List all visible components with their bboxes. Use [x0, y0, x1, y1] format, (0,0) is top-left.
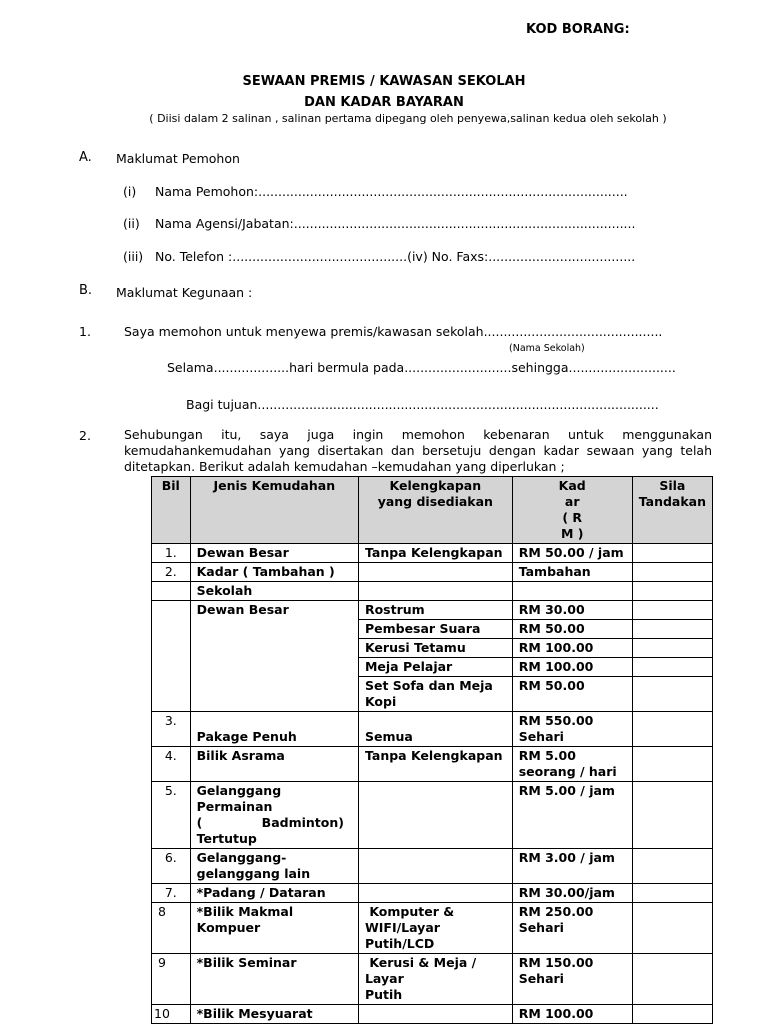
cell-bil [152, 582, 191, 601]
cell-kadar: RM 30.00 [512, 601, 632, 620]
section-a-heading: Maklumat Pemohon [116, 151, 240, 166]
cell-tick[interactable] [632, 903, 712, 954]
form-code-label: KOD BORANG: [526, 22, 630, 37]
cell-kelengkapan [358, 563, 512, 582]
page-subtitle: ( Diisi dalam 2 salinan , salinan pertama dipegang oleh penyewa,salinan kedua oleh sekolah ) [149, 112, 667, 125]
header-bil: Bil [152, 477, 191, 544]
cell-tick[interactable] [632, 620, 712, 639]
cell-jenis: *Bilik Mesyuarat [190, 1005, 358, 1024]
cell-kelengkapan: Semua [358, 712, 512, 747]
page-title-line1: SEWAAN PREMIS / KAWASAN SEKOLAH [242, 74, 526, 89]
cell-tick[interactable] [632, 747, 712, 782]
cell-kadar: Tambahan [512, 563, 632, 582]
item1-duration[interactable]: Selama...................hari bermula pada...........................sehingga........................... [167, 360, 676, 375]
cell-kelengkapan [358, 884, 512, 903]
cell-jenis: Gelanggang- gelanggang lain [190, 849, 358, 884]
item2-paragraph: Sehubungan itu, saya juga ingin memohon kebenaran untuk menggunakan kemudahankemudahan yang disertakan dan bersetuju dengan kadar sewaan yang telah ditetapkan. Berikut adalah kemudahan –kemudahan yang diperlukan ; [124, 427, 712, 474]
cell-kelengkapan: Set Sofa dan Meja Kopi [358, 677, 512, 712]
item1-number: 1. [79, 324, 91, 339]
table-row [152, 1005, 713, 1024]
cell-kadar: RM 550.00 Sehari [512, 712, 632, 747]
cell-tick[interactable] [632, 849, 712, 884]
table-row [152, 849, 713, 884]
cell-tick[interactable] [632, 1005, 712, 1024]
item1-school-note: (Nama Sekolah) [509, 343, 585, 354]
cell-jenis: Kadar ( Tambahan ) [190, 563, 358, 582]
facility-table [151, 476, 713, 1024]
item1-text[interactable]: Saya memohon untuk menyewa premis/kawasan sekolah............................................. [124, 324, 663, 339]
cell-bil: 5. [152, 782, 191, 849]
field-phone-fax[interactable]: No. Telefon :............................................(iv) No. Faxs:..................................... [155, 249, 636, 264]
cell-bil: 8 [152, 903, 191, 954]
cell-kadar: RM 50.00 / jam [512, 544, 632, 563]
cell-jenis: Dewan Besar [190, 601, 358, 712]
cell-jenis: Sekolah [190, 582, 358, 601]
cell-kelengkapan: Rostrum [358, 601, 512, 620]
cell-kadar: RM 30.00/jam [512, 884, 632, 903]
cell-jenis: *Padang / Dataran [190, 884, 358, 903]
cell-jenis: *Bilik Makmal Kompuer [190, 903, 358, 954]
cell-kadar: RM 100.00 [512, 658, 632, 677]
cell-kelengkapan: Meja Pelajar [358, 658, 512, 677]
cell-bil: 6. [152, 849, 191, 884]
table-row [152, 601, 713, 620]
cell-kadar: RM 50.00 [512, 620, 632, 639]
table-row [152, 582, 713, 601]
cell-tick[interactable] [632, 639, 712, 658]
table-row [152, 884, 713, 903]
header-kelengkapan: Kelengkapan yang disediakan [358, 477, 512, 544]
table-row [152, 903, 713, 954]
cell-jenis: Pakage Penuh [190, 712, 358, 747]
cell-kadar: RM 5.00 / jam [512, 782, 632, 849]
page-title-line2: DAN KADAR BAYARAN [304, 95, 464, 110]
cell-bil: 3. [152, 712, 191, 747]
cell-bil: 10 [152, 1005, 191, 1024]
header-kadar: Kad ar ( R M ) [512, 477, 632, 544]
cell-kadar [512, 582, 632, 601]
header-sila-tandakan: Sila Tandakan [632, 477, 712, 544]
field-num-phone: (iii) [123, 249, 144, 264]
cell-kelengkapan [358, 782, 512, 849]
cell-kelengkapan: Komputer & WIFI/Layar Putih/LCD [358, 903, 512, 954]
field-applicant-name[interactable]: Nama Pemohon:............................................................................................. [155, 184, 628, 199]
cell-jenis: Dewan Besar [190, 544, 358, 563]
table-row [152, 954, 713, 1005]
cell-kadar: RM 250.00 Sehari [512, 903, 632, 954]
cell-kelengkapan [358, 1005, 512, 1024]
cell-kadar: RM 50.00 [512, 677, 632, 712]
cell-bil: 7. [152, 884, 191, 903]
table-row [152, 747, 713, 782]
table-row [152, 712, 713, 747]
field-num-agency: (ii) [123, 216, 140, 231]
cell-tick[interactable] [632, 658, 712, 677]
cell-tick[interactable] [632, 563, 712, 582]
cell-kelengkapan: Pembesar Suara [358, 620, 512, 639]
cell-kelengkapan: Kerusi Tetamu [358, 639, 512, 658]
cell-kadar: RM 150.00 Sehari [512, 954, 632, 1005]
cell-tick[interactable] [632, 884, 712, 903]
cell-kadar: RM 100.00 [512, 639, 632, 658]
item2-number: 2. [79, 428, 91, 443]
section-b-letter: B. [79, 283, 93, 298]
cell-kadar: RM 5.00 seorang / hari [512, 747, 632, 782]
cell-kadar: RM 3.00 / jam [512, 849, 632, 884]
cell-kelengkapan [358, 582, 512, 601]
cell-tick[interactable] [632, 582, 712, 601]
cell-tick[interactable] [632, 782, 712, 849]
table-row [152, 782, 713, 849]
cell-jenis: Bilik Asrama [190, 747, 358, 782]
cell-jenis: Gelanggang Permainan ( Badminton) Tertutup [190, 782, 358, 849]
cell-jenis: *Bilik Seminar [190, 954, 358, 1005]
cell-bil: 1. [152, 544, 191, 563]
item1-purpose[interactable]: Bagi tujuan..................................................................................................... [186, 397, 659, 412]
table-row [152, 544, 713, 563]
cell-kelengkapan [358, 849, 512, 884]
cell-tick[interactable] [632, 544, 712, 563]
cell-tick[interactable] [632, 677, 712, 712]
cell-tick[interactable] [632, 954, 712, 1005]
cell-bil: 9 [152, 954, 191, 1005]
field-num-name: (i) [123, 184, 137, 199]
field-agency[interactable]: Nama Agensi/Jabatan:...................................................................................... [155, 216, 636, 231]
cell-bil: 4. [152, 747, 191, 782]
table-header-row [152, 477, 713, 544]
section-a-letter: A. [79, 150, 92, 165]
cell-bil [152, 601, 191, 712]
table-row [152, 563, 713, 582]
section-b-heading: Maklumat Kegunaan : [116, 285, 253, 300]
cell-kadar: RM 100.00 [512, 1005, 632, 1024]
cell-tick[interactable] [632, 601, 712, 620]
cell-kelengkapan: Kerusi & Meja / Layar Putih [358, 954, 512, 1005]
cell-kelengkapan: Tanpa Kelengkapan [358, 544, 512, 563]
cell-kelengkapan: Tanpa Kelengkapan [358, 747, 512, 782]
header-jenis: Jenis Kemudahan [190, 477, 358, 544]
cell-bil: 2. [152, 563, 191, 582]
cell-tick[interactable] [632, 712, 712, 747]
